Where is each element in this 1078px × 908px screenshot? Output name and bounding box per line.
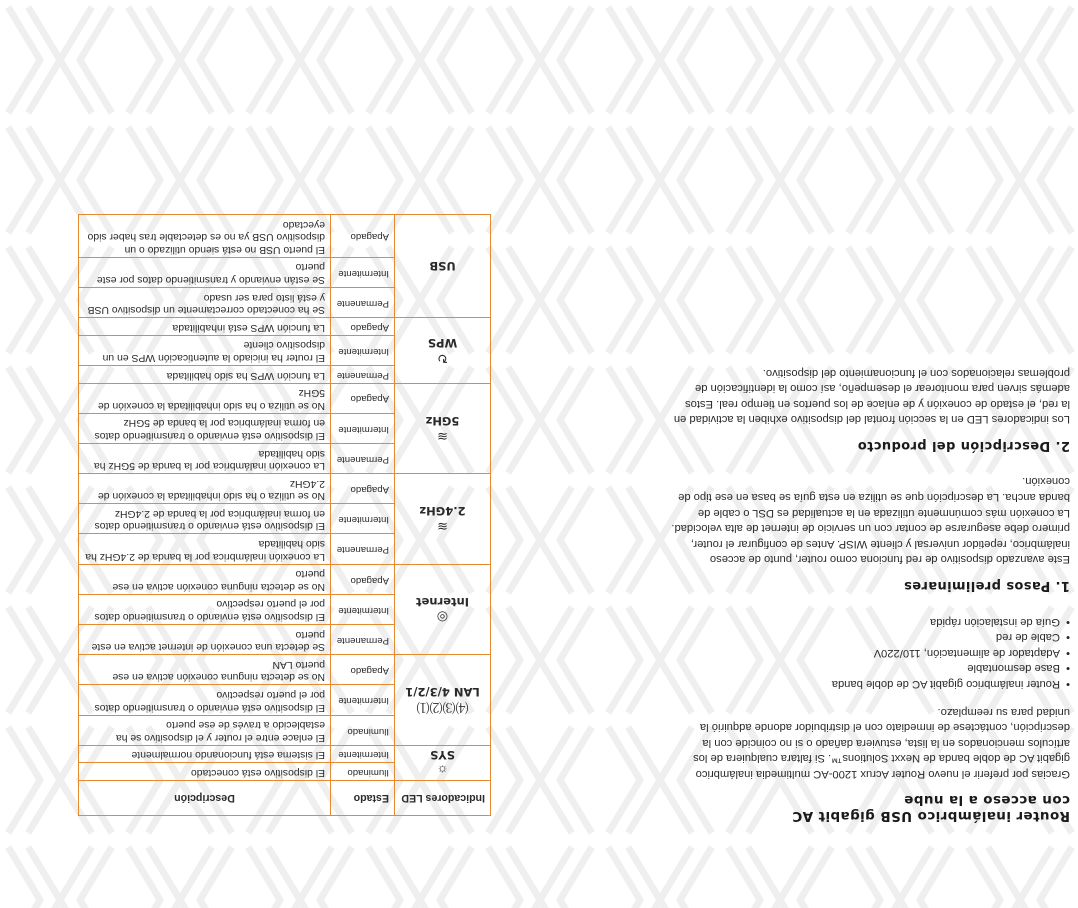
port-icons: ⑷⑶⑵⑴ bbox=[416, 700, 469, 716]
section-1-text: Este avanzado dispositivo de red funciona como router, punto de acceso inalámbrico, repetidor universal y cliente WISP. Antes de configurar el router, primero debe asegurarse de contar con un servicio de internet de alta velocidad. La conexión más comúnmente utilizada en la actualidad es DSL o cable de banda ancha. La descripción que se utiliza en esta guía se basa en ese tipo de conexión. bbox=[671, 475, 1070, 566]
table-row: Apagado No se utiliza o ha sido inhabilitada la conexión de 5GHz bbox=[79, 383, 491, 413]
table-row: ↻ WPS Permanente La función WPS ha sido habilitada bbox=[79, 365, 491, 383]
package-contents-list bbox=[670, 613, 1070, 691]
table-header-row bbox=[79, 781, 491, 816]
table-row: ≋ 5GHz Permanente La conexión inalámbrica por la banda de 5GHz ha sido habilitada bbox=[79, 443, 491, 473]
table-row: ◎ Internet Permanente Se detecta una conexión de internet activa en este puerto bbox=[79, 625, 491, 655]
table-row: Apagado No se utiliza o ha sido inhabilitada la conexión de 2.4GHz bbox=[79, 474, 491, 504]
led-wps: ↻ WPS bbox=[395, 318, 491, 383]
text-column bbox=[670, 352, 1070, 824]
globe-icon: ◎ bbox=[436, 609, 449, 625]
section-2-text: Los indicadores LED en la sección frontal del dispositivo exhiben la actividad en la red, el estado de conexión y de enlace de los puertos en tiempo real. Estos además sirven para monitorear el desempeño, así como la identificación de problemas relacionados con el funcionamiento del dispositivo. bbox=[673, 366, 1070, 426]
led-lan: ⑷⑶⑵⑴ LAN 4/3/2/1 bbox=[395, 655, 491, 746]
section-2-title: 2. Descripción del producto bbox=[857, 437, 1070, 453]
table-row: ⑷⑶⑵⑴ LAN 4/3/2/1 Iluminado El enlace entre el router y el dispositivo se ha establecido a través de ese puerto bbox=[79, 715, 491, 745]
sun-icon: ☼ bbox=[436, 763, 449, 779]
table-row: Apagado La función WPS está inhabilitada bbox=[79, 318, 491, 336]
document-title: Router inalámbrico USB gigabit AC con acceso a la nube bbox=[791, 792, 1070, 824]
table-row: ☼ SYS Iluminado El dispositivo está conectado bbox=[79, 763, 491, 781]
list-item: • Cable de red bbox=[670, 629, 1070, 645]
intro-paragraph: Gracias por preferir el nuevo Router Acrux 1200-AC multimedia inalámbrico gigabit AC de doble banda de Nexxt Solutions™. Si faltara cualquiera de los artículos mencionados en la lista, estuviera dañado o si no coincide con la descripción, contáctese de inmediato con el distribuidor adonde adquirió la unidad para su reemplazo. bbox=[693, 705, 1070, 780]
led-2-4ghz: ≋ 2.4GHz bbox=[395, 474, 491, 565]
table-row: Apagado No se detecta ninguna conexión activa en ese puerto bbox=[79, 564, 491, 594]
led-5ghz: ≋ 5GHz bbox=[395, 383, 491, 474]
table-row: Intermitente El dispositivo está enviando o transmitiendo datos por el puerto respectivo bbox=[79, 594, 491, 624]
table-row: Intermitente Se están enviando y transmitiendo datos por este puerto bbox=[79, 257, 491, 287]
led-internet: ◎ Internet bbox=[395, 564, 491, 655]
table-row: Intermitente El dispositivo está enviando o transmitiendo datos en forma inalámbrica por la banda de 5GHz bbox=[79, 413, 491, 443]
table-row: ≋ 2.4GHz Permanente La conexión inalámbrica por la banda de 2.4GHz ha sido habilitada bbox=[79, 534, 491, 564]
wifi-icon: ≋ bbox=[437, 428, 448, 444]
header-state: Estado bbox=[331, 781, 395, 816]
led-sys: ☼ SYS bbox=[395, 745, 491, 780]
refresh-icon: ↻ bbox=[437, 350, 448, 366]
wifi-icon: ≋ bbox=[437, 519, 448, 535]
table-row: USB Permanente Se ha conectado correctamente un dispositivo USB y está listo para ser usado bbox=[79, 288, 491, 318]
led-indicator-table bbox=[78, 214, 491, 816]
header-led: Indicadores LED bbox=[395, 781, 491, 816]
section-1-title: 1. Pasos preliminares bbox=[903, 578, 1070, 594]
header-description: Descripción bbox=[79, 781, 331, 816]
table-row: Intermitente El dispositivo está enviando o transmitiendo datos por el puerto respectivo bbox=[79, 685, 491, 715]
table-row: Apagado El puerto USB no está siendo utilizado o un dispositivo USB ya no es detectable tras haber sido eyectado bbox=[79, 215, 491, 258]
list-item: • Guía de instalación rápida bbox=[670, 613, 1070, 629]
list-item: • Adaptador de alimentación, 110/220V bbox=[670, 644, 1070, 660]
table-row: Intermitente El router ha iniciado la autenticación WPS en un dispositivo cliente bbox=[79, 335, 491, 365]
list-item: • Base desmontable bbox=[670, 660, 1070, 676]
led-usb: USB bbox=[395, 215, 491, 318]
table-row: Apagado No se detecta ninguna conexión activa en ese puerto LAN bbox=[79, 655, 491, 685]
table-row: Intermitente El dispositivo está enviando o transmitiendo datos en forma inalámbrica por la banda de 2.4GHz bbox=[79, 504, 491, 534]
table-row: Intermitente El sistema está funcionando normalmente bbox=[79, 745, 491, 763]
list-item: • Router inalámbrico gigabit AC de doble banda bbox=[670, 675, 1070, 691]
